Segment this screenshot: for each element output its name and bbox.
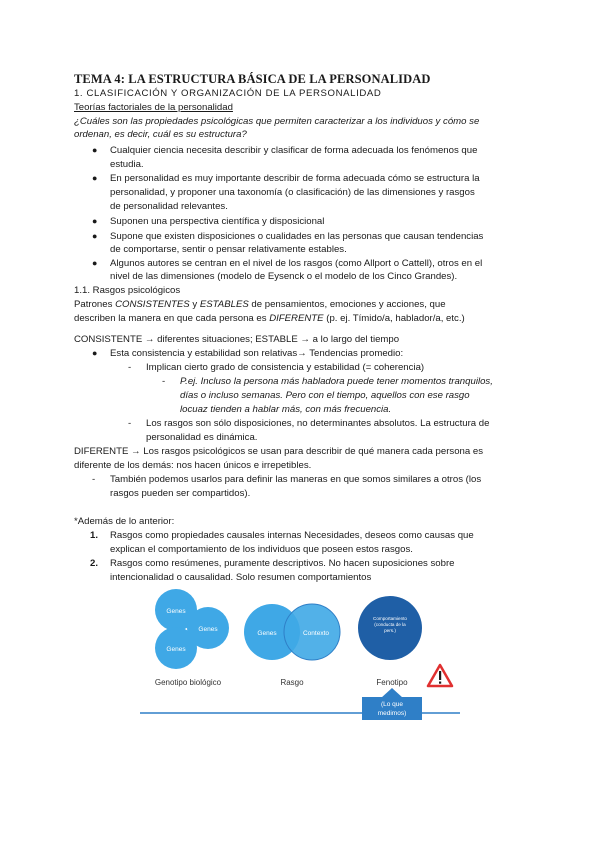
bullet-icon: ● — [92, 173, 98, 183]
rasgo-contexto-label: Contexto — [302, 630, 330, 637]
bullet-5-line-1: Algunos autores se centran en el nivel de los rasgos (como Allport o Cattell), otros en el — [110, 258, 483, 269]
rasgo-genes-label: Genes — [257, 630, 277, 637]
bullet-icon: ● — [92, 145, 98, 155]
example-line-3: locuaz tienden a hablar más, con más frecuencia. — [180, 404, 392, 415]
dash-icon: - — [162, 376, 166, 387]
bullet-2-line-2: personalidad, y proponer una taxonomía (o clasificación) de las dimensiones y rasgos — [110, 187, 475, 198]
phenotype-line-2: (conducta de la — [374, 622, 406, 627]
bullet-2-line-3: de personalidad relevantes. — [110, 201, 228, 212]
diferente-line-2: diferente de los demás: nos hacen únicos e irrepetibles. — [74, 460, 312, 471]
dash-icon: - — [128, 362, 132, 373]
consistency-bullet: Esta consistencia y estabilidad son relativas→ Tendencias promedio: — [110, 348, 404, 359]
bullet-icon: ● — [92, 216, 98, 226]
numbered-1-line-1: Rasgos como propiedades causales internas Necesidades, deseos como causas que — [110, 530, 474, 541]
dash-1: Implican cierto grado de consistencia y estabilidad (= coherencia) — [146, 362, 425, 373]
arrow-label-line-1: (Lo que — [380, 701, 404, 708]
phenotype-line-1: Comportamiento — [373, 616, 407, 621]
numbered-2-line-1: Rasgos como resúmenes, puramente descriptivos. No hacen suposiciones sobre — [110, 558, 455, 569]
genes-label-bottom: Genes — [166, 646, 186, 653]
bullet-icon: ● — [92, 348, 98, 358]
page-title: TEMA 4: LA ESTRUCTURA BÁSICA DE LA PERSONALIDAD — [74, 72, 431, 86]
consistente-definition: CONSISTENTE → diferentes situaciones; ESTABLE → a lo largo del tiempo — [74, 334, 400, 345]
genes-label-top: Genes — [166, 608, 186, 615]
bullet-3-line-1: Suponen una perspectiva científica y disposicional — [110, 216, 325, 227]
dash-icon: - — [128, 418, 132, 429]
genotype-phenotype-diagram — [140, 586, 470, 720]
question-line-2: ordenan, es decir, cuál es su estructura? — [74, 129, 247, 140]
label-fenotipo: Fenotipo — [376, 678, 408, 687]
label-genotipo: Genotipo biológico — [154, 678, 222, 687]
arrow-label-line-2: medimos) — [377, 710, 407, 717]
numbered-2-line-2: intencionalidad o causalidad. Solo resumen comportamientos — [110, 572, 372, 583]
numbered-1-line-2: explican el comportamiento de los individuos que poseen estos rasgos. — [110, 544, 413, 555]
warning-icon — [428, 665, 452, 686]
subtitle: Teorías factoriales de la personalidad — [74, 102, 233, 113]
phenotype-line-3: pers.) — [384, 628, 396, 633]
bullet-2-line-1: En personalidad es muy importante describir de forma adecuada cómo se estructura la — [110, 173, 480, 184]
example-line-2: días o incluso semanas. Pero con el tiempo, aquellos con ese rasgo — [180, 390, 470, 401]
bullet-icon: ● — [92, 231, 98, 241]
bullet-1-line-2: estudia. — [110, 159, 144, 170]
dash-2-line-1: Los rasgos son sólo disposiciones, no determinantes absolutos. La estructura de — [146, 418, 490, 429]
label-rasgo: Rasgo — [280, 678, 304, 687]
question-line-1: ¿Cuáles son las propiedades psicológicas que permiten caracterizar a los individuos y cómo se — [74, 116, 480, 127]
dash-3-line-2: rasgos pueden ser compartidos). — [110, 488, 251, 499]
number-2: 2. — [90, 558, 99, 569]
ademas-heading: *Además de lo anterior: — [74, 516, 175, 527]
dash-2-line-2: personalidad es dinámica. — [146, 432, 258, 443]
number-1: 1. — [90, 530, 99, 541]
dash-3-line-1: También podemos usarlos para definir las maneras en que somos similares a otros (los — [110, 474, 482, 485]
patterns-line-2: describen la manera en que cada persona es DIFERENTE (p. ej. Tímido/a, hablador/a, etc.) — [74, 313, 465, 324]
bullet-5-line-2: nivel de las dimensiones (modelo de Eysenck o el modelo de los Cinco Grandes). — [110, 271, 458, 282]
bullet-1-line-1: Cualquier ciencia necesita describir y clasificar de forma adecuada los fenómenos que — [110, 145, 478, 156]
example-line-1: P.ej. Incluso la persona más habladora puede tener momentos tranquilos, — [180, 376, 493, 387]
bullet-4-line-2: de comportarse, sentir o pensar relativamente estables. — [110, 244, 347, 255]
dash-icon: - — [92, 474, 96, 485]
section-1-1-heading: 1.1. Rasgos psicológicos — [74, 285, 181, 296]
bullet-4-line-1: Supone que existen disposiciones o cualidades en las personas que causan tendencias — [110, 231, 484, 242]
diferente-line-1: DIFERENTE → Los rasgos psicológicos se usan para describir de qué manera cada persona es — [74, 446, 484, 457]
patterns-line-1: Patrones CONSISTENTES y ESTABLES de pensamientos, emociones y acciones, que — [74, 299, 446, 310]
section-heading: 1. CLASIFICACIÓN Y ORGANIZACIÓN DE LA PERSONALIDAD — [74, 88, 382, 99]
genes-label-right: Genes — [198, 626, 218, 633]
bullet-icon: ● — [92, 258, 98, 268]
